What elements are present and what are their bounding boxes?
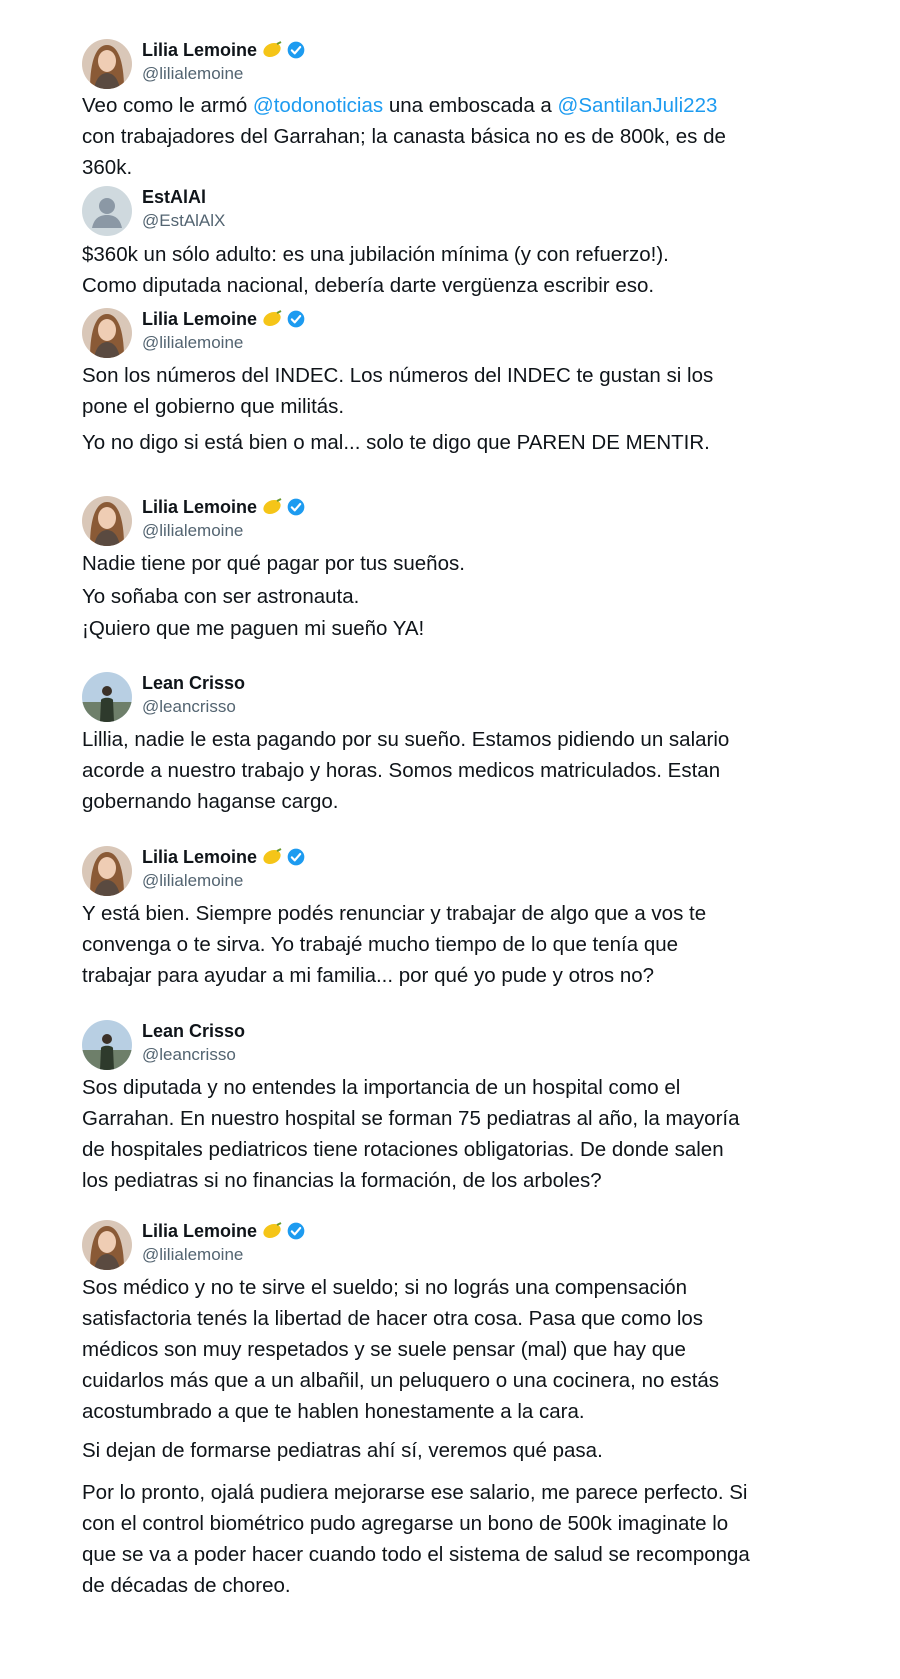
author-name[interactable]: Lilia Lemoine (142, 39, 258, 60)
tweet-text: ¡Quiero que me paguen mi sueño YA! (82, 617, 425, 640)
lemon-icon (261, 1222, 283, 1240)
lemon-icon (261, 848, 283, 866)
verified-badge-icon (286, 40, 306, 60)
tweet-text: Si dejan de formarse pediatras ahí sí, veremos qué pasa. (82, 1439, 603, 1462)
avatar[interactable] (82, 496, 132, 546)
author-handle[interactable]: @leancrisso (142, 1045, 236, 1064)
tweet-text: Yo no digo si está bien o mal... solo te digo que PAREN DE MENTIR. (82, 431, 710, 454)
verified-badge-icon (286, 1221, 306, 1241)
tweet-text-segment: Veo como le armó (82, 94, 253, 117)
avatar[interactable] (82, 308, 132, 358)
lean-avatar-photo (82, 1020, 132, 1070)
author-name[interactable]: Lilia Lemoine (142, 1220, 258, 1241)
author-handle[interactable]: @lilialemoine (142, 333, 244, 352)
author-handle[interactable]: @lilialemoine (142, 64, 244, 83)
lilia-avatar-photo (82, 496, 132, 546)
lemon-icon (261, 310, 283, 328)
author-name[interactable]: Lilia Lemoine (142, 308, 258, 329)
tweet-text: Sos médico y no te sirve el sueldo; si no lográs una compensación satisfactoria tenés la libertad de hacer otra cosa. Pasa que como los médicos son muy respetados y se suele pensar (mal) que hay que cuidarlos más que a un albañil, un peluquero o una cocinera, no estás acostumbrado a que te hablen honestamente a la cara. (82, 1276, 720, 1423)
lean-avatar-photo (82, 672, 132, 722)
mention-link[interactable]: @SantilanJuli223 (557, 94, 718, 117)
tweet-text-segment: 360k. (82, 156, 133, 179)
avatar[interactable] (82, 672, 132, 722)
lemon-icon (261, 498, 283, 516)
author-name[interactable]: Lean Crisso (142, 672, 246, 693)
avatar[interactable] (82, 846, 132, 896)
avatar[interactable] (82, 39, 132, 89)
author-name[interactable]: EstAlAl (142, 186, 207, 207)
verified-badge-icon (286, 847, 306, 867)
tweet-text: $360k un sólo adulto: es una jubilación mínima (y con refuerzo!). Como diputada nacional, debería darte vergüenza escribir eso. (82, 243, 669, 297)
avatar[interactable] (82, 186, 132, 236)
author-handle[interactable]: @lilialemoine (142, 521, 244, 540)
lilia-avatar-photo (82, 1220, 132, 1270)
default-avatar-icon (82, 186, 132, 236)
tweet-text: Nadie tiene por qué pagar por tus sueños. (82, 552, 465, 575)
mention-link[interactable]: @todonoticias (252, 94, 384, 117)
author-name[interactable]: Lilia Lemoine (142, 496, 258, 517)
avatar[interactable] (82, 1220, 132, 1270)
author-handle[interactable]: @EstAlAlX (142, 211, 226, 230)
lilia-avatar-photo (82, 39, 132, 89)
tweet-text: Por lo pronto, ojalá pudiera mejorarse ese salario, me parece perfecto. Si con el control biométrico pudo agregarse un bono de 500k imaginate lo que se va a poder hacer cuando todo el sistema de salud se recomponga de décadas de choreo. (82, 1481, 750, 1597)
lilia-avatar-photo (82, 846, 132, 896)
tweet-text: Sos diputada y no entendes la importancia de un hospital como el Garrahan. En nuestro hospital se forman 75 pediatras al año, la mayoría de hospitales pediatricos tiene rotaciones obligatorias. De donde salen los pediatras si no financias la formación, de los arboles? (82, 1076, 740, 1192)
tweet-text-segment: con trabajadores del Garrahan; la canasta básica no es de 800k, es de (82, 125, 726, 148)
tweet-text-segment: una emboscada a (383, 94, 558, 117)
tweet-text: Lillia, nadie le esta pagando por su sueño. Estamos pidiendo un salario acorde a nuestro trabajo y horas. Somos medicos matriculados. Estan gobernando haganse cargo. (82, 728, 730, 813)
author-name[interactable]: Lilia Lemoine (142, 846, 258, 867)
author-name[interactable]: Lean Crisso (142, 1020, 246, 1041)
lilia-avatar-photo (82, 308, 132, 358)
author-handle[interactable]: @leancrisso (142, 697, 236, 716)
lemon-icon (261, 41, 283, 59)
tweet-text: Yo soñaba con ser astronauta. (82, 585, 360, 608)
author-handle[interactable]: @lilialemoine (142, 871, 244, 890)
verified-badge-icon (286, 309, 306, 329)
author-handle[interactable]: @lilialemoine (142, 1245, 244, 1264)
avatar[interactable] (82, 1020, 132, 1070)
tweet-text (82, 90, 852, 183)
tweet-text: Son los números del INDEC. Los números del INDEC te gustan si los pone el gobierno que militás. (82, 364, 714, 418)
tweet-text: Y está bien. Siempre podés renunciar y trabajar de algo que a vos te convenga o te sirva. Yo trabajé mucho tiempo de lo que tenía que trabajar para ayudar a mi familia... por qué yo pude y otros no? (82, 902, 707, 987)
verified-badge-icon (286, 497, 306, 517)
